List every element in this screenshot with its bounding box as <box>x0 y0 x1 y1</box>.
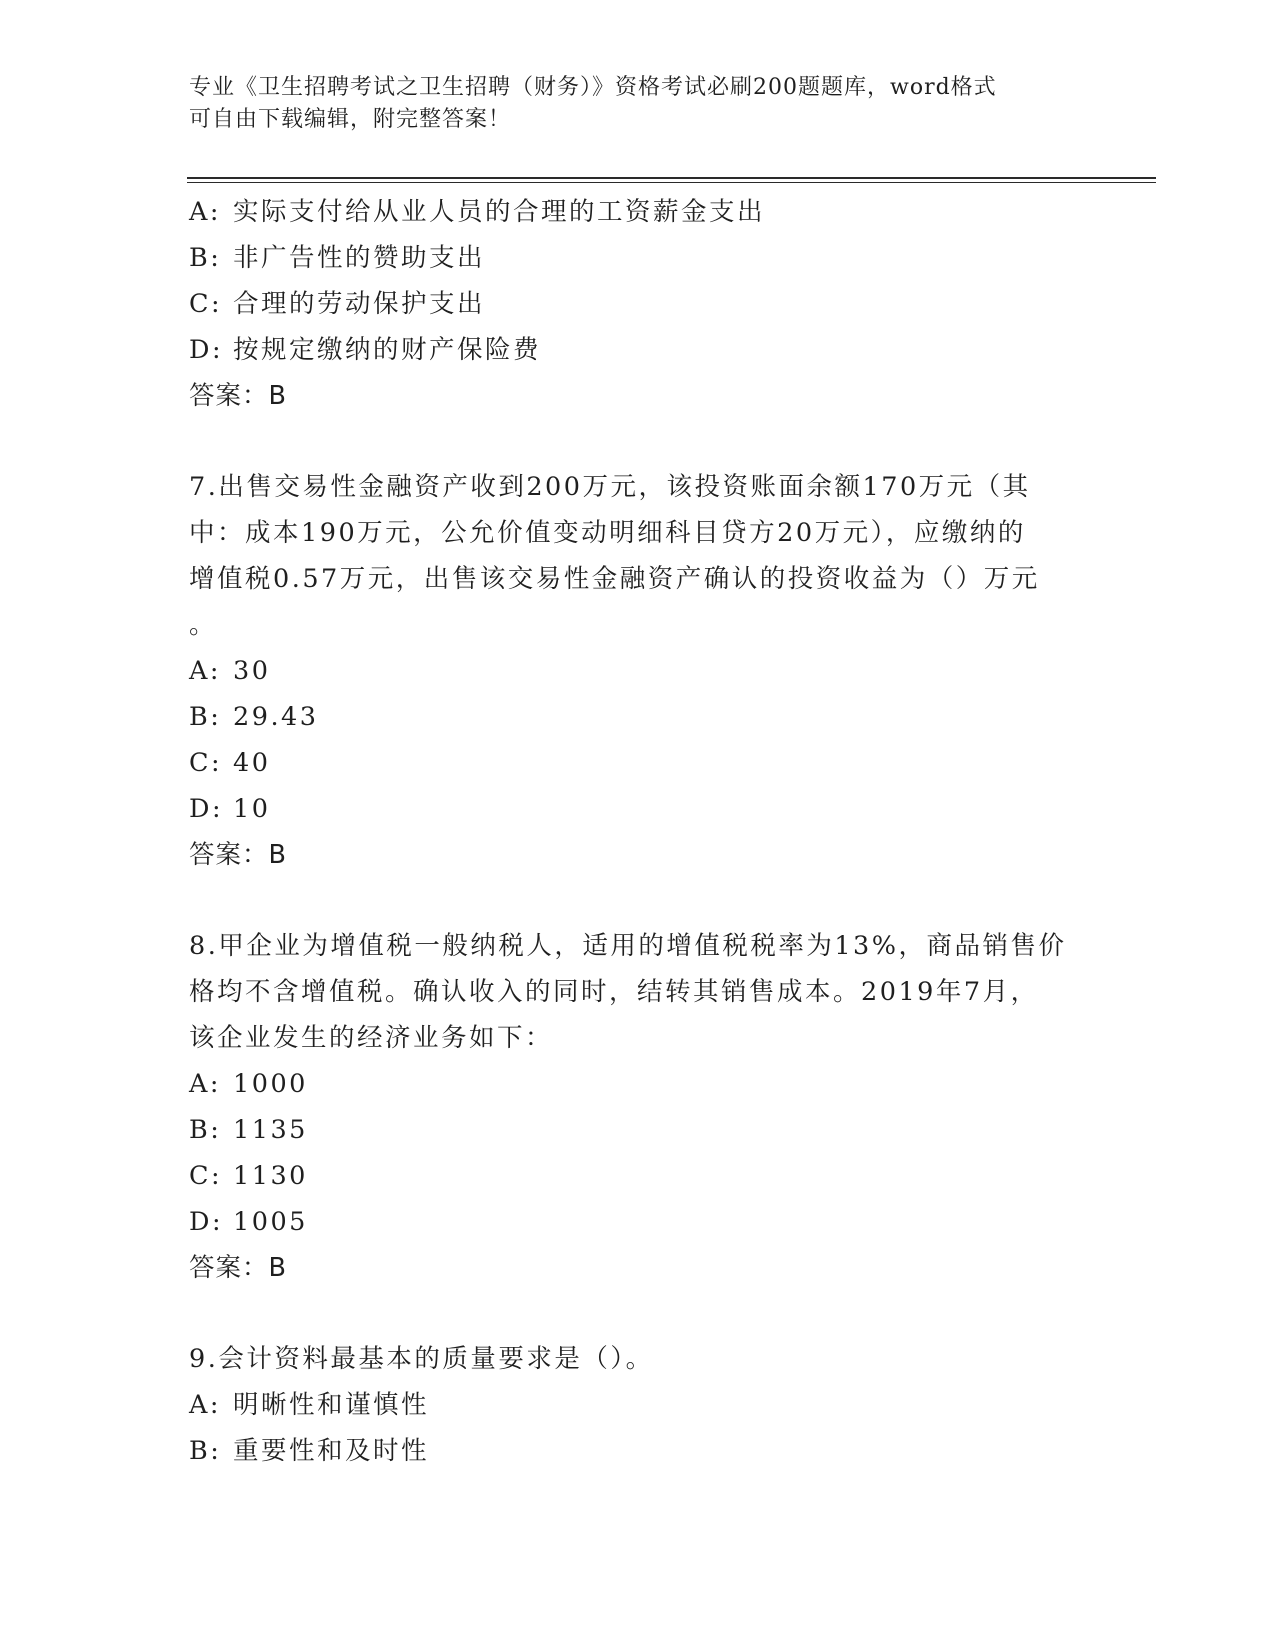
question-text-line: 增值税0.57万元，出售该交易性金融资产确认的投资收益为（）万元 <box>189 564 1040 594</box>
answer-option <box>189 740 1089 786</box>
header-line-1: 专业《卫生招聘考试之卫生招聘（财务）》资格考试必刷200题题库，word格式 <box>189 75 997 100</box>
answer-option <box>189 694 1089 740</box>
answer-option <box>189 189 1089 235</box>
answer-option <box>189 1061 1089 1107</box>
block-spacer <box>189 1291 1089 1336</box>
answer-option <box>189 327 1089 373</box>
option-text: 1005 <box>233 1207 308 1237</box>
answer-option <box>189 281 1089 327</box>
question-text-line: 中：成本190万元，公允价值变动明细科目贷方20万元），应缴纳的 <box>189 518 1026 548</box>
header-divider-thin <box>187 182 1156 183</box>
question-block <box>189 189 1089 419</box>
question-text-line: 。 <box>189 610 218 640</box>
question-block <box>189 464 1089 878</box>
option-letter: C: <box>189 1161 223 1191</box>
option-text: 实际支付给从业人员的合理的工资薪金支出 <box>233 197 766 227</box>
answer-key: 答案：B <box>189 840 287 870</box>
option-text: 明晰性和谨慎性 <box>233 1390 430 1420</box>
option-text: 重要性和及时性 <box>233 1436 430 1466</box>
option-text: 1130 <box>233 1161 308 1191</box>
option-text: 30 <box>233 656 271 686</box>
question-text-line: 该企业发生的经济业务如下： <box>189 1023 554 1053</box>
answer-option <box>189 1382 1089 1428</box>
option-text: 29.43 <box>233 702 319 732</box>
option-letter: B: <box>189 702 222 732</box>
option-letter: C: <box>189 748 223 778</box>
option-text: 1135 <box>233 1115 308 1145</box>
option-letter: A: <box>189 656 222 686</box>
answer-option <box>189 648 1089 694</box>
question-block <box>189 1336 1089 1474</box>
option-letter: A: <box>189 1069 222 1099</box>
option-letter: B: <box>189 1436 222 1466</box>
option-letter: D: <box>189 794 224 824</box>
header-line-2: 可自由下载编辑，附完整答案！ <box>189 107 512 132</box>
question-text-line: 格均不含增值税。确认收入的同时，结转其销售成本。2019年7月， <box>189 977 1039 1007</box>
block-spacer <box>189 419 1089 464</box>
option-letter: C: <box>189 289 223 319</box>
option-letter: A: <box>189 197 222 227</box>
option-text: 合理的劳动保护支出 <box>233 289 486 319</box>
option-letter: B: <box>189 243 222 273</box>
option-text: 1000 <box>233 1069 308 1099</box>
option-letter: B: <box>189 1115 222 1145</box>
option-text: 按规定缴纳的财产保险费 <box>233 335 542 365</box>
answer-option <box>189 235 1089 281</box>
option-text: 40 <box>233 748 271 778</box>
option-text: 非广告性的赞助支出 <box>233 243 486 273</box>
answer-option <box>189 1199 1089 1245</box>
question-list <box>189 189 1089 1474</box>
answer-key: 答案：B <box>189 381 287 411</box>
question-text-line: 7.出售交易性金融资产收到200万元，该投资账面余额170万元（其 <box>189 472 1031 502</box>
header-divider-thick <box>187 177 1156 179</box>
option-letter: A: <box>189 1390 222 1420</box>
answer-option <box>189 1107 1089 1153</box>
answer-option <box>189 1428 1089 1474</box>
question-text-line: 9.会计资料最基本的质量要求是（）。 <box>189 1344 654 1374</box>
answer-key: 答案：B <box>189 1253 287 1283</box>
option-letter: D: <box>189 1207 224 1237</box>
answer-option <box>189 1153 1089 1199</box>
option-text: 10 <box>233 794 271 824</box>
question-text-line: 8.甲企业为增值税一般纳税人，适用的增值税税率为13%，商品销售价 <box>189 931 1067 961</box>
document-header <box>189 72 1089 136</box>
question-block <box>189 923 1089 1291</box>
answer-option <box>189 786 1089 832</box>
block-spacer <box>189 878 1089 923</box>
option-letter: D: <box>189 335 224 365</box>
